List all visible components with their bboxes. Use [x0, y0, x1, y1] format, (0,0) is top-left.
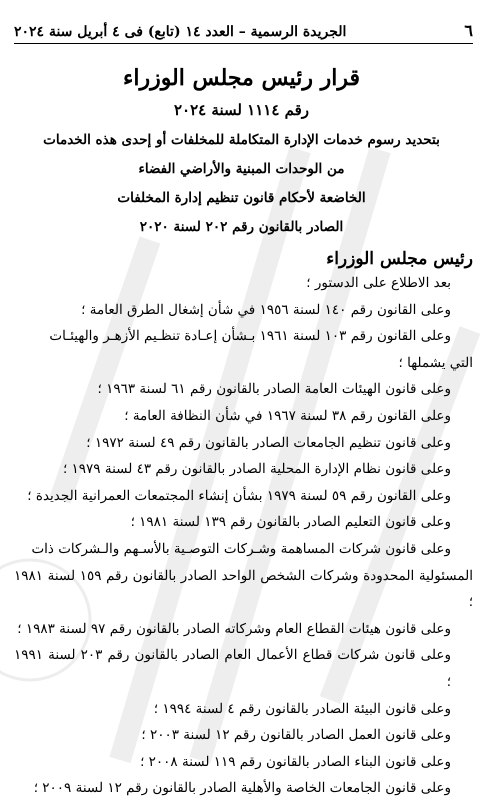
decree-body — [14, 248, 473, 802]
page-number: ٦ — [464, 21, 473, 40]
preamble-paragraph: وعلى القانون رقم ٣٨ لسنة ١٩٦٧ في شأن النظافة العامة ؛ — [124, 407, 451, 424]
preamble-paragraph: وعلى القانون رقم ١٤٠ لسنة ١٩٥٦ في شأن إشغال الطرق العامة ؛ — [81, 301, 451, 318]
decree-subject-line: من الوحدات المبنية والأراضي الفضاء — [138, 161, 345, 177]
decree-subject-line: بتحديد رسوم خدمات الإدارة المتكاملة للمخلفات أو إحدى هذه الخدمات — [43, 132, 440, 148]
preamble-paragraph: وعلى قانون الهيئات العامة الصادر بالقانون رقم ٦١ لسنة ١٩٦٣ ؛ — [97, 381, 451, 398]
gazette-issue-line: الجريدة الرسمية – العدد ١٤ (تابع) فى ٤ أبريل سنة ٢٠٢٤ — [14, 24, 347, 40]
gazette-header — [14, 18, 473, 44]
preamble-paragraph: وعلى قانون هيئات القطاع العام وشركاته الصادر بالقانون رقم ٩٧ لسنة ١٩٨٣ ؛ — [17, 620, 451, 637]
preamble-paragraph: بعد الاطلاع على الدستور ؛ — [306, 275, 451, 291]
preamble-paragraph: وعلى قانون نظام الإدارة المحلية الصادر بالقانون رقم ٤٣ لسنة ١٩٧٩ ؛ — [62, 461, 451, 478]
preamble-paragraph: وعلى قانون شركات المساهمة وشـركات التوصـية بالأسـهم والـشركات ذات — [31, 540, 451, 557]
decree-title-block — [14, 62, 469, 242]
decree-title: قرار رئيس مجلس الوزراء — [122, 65, 360, 91]
preamble-paragraph: وعلى قانون التعليم الصادر بالقانون رقم ١٣٩ لسنة ١٩٨١ ؛ — [130, 514, 451, 531]
preamble-paragraph: وعلى قانون البيئة الصادر بالقانون رقم ٤ لسنة ١٩٩٤ ؛ — [153, 700, 451, 717]
preamble-paragraph: وعلى قانون البناء الصادر بالقانون رقم ١١٩ لسنة ٢٠٠٨ ؛ — [140, 753, 451, 770]
preamble-paragraph: وعلى قانون شركات قطاع الأعمال العام الصادر بالقانون رقم ٢٠٣ لسنة ١٩٩١ ؛ — [14, 647, 451, 690]
decree-subject-line: الخاضعة لأحكام قانون تنظيم إدارة المخلفات — [117, 190, 366, 206]
decree-subject-line: الصادر بالقانون رقم ٢٠٢ لسنة ٢٠٢٠ — [139, 219, 344, 235]
preamble-paragraph: المسئولية المحدودة وشركات الشخص الواحد الصادر بالقانون رقم ١٥٩ لسنة ١٩٨١ ؛ — [14, 567, 473, 611]
preamble-paragraph: وعلى قانون تنظيم الجامعات الصادر بالقانون رقم ٤٩ لسنة ١٩٧٢ ؛ — [86, 434, 451, 451]
decree-number: رقم ١١١٤ لسنة ٢٠٢٤ — [173, 101, 310, 119]
preamble-paragraph: وعلى قانون الجامعات الخاصة والأهلية الصادر بالقانون رقم ١٢ لسنة ٢٠٠٩ ؛ — [33, 780, 451, 797]
preamble-paragraph: وعلى قانون العمل الصادر بالقانون رقم ١٢ لسنة ٢٠٠٣ ؛ — [141, 727, 451, 744]
preamble-paragraph: وعلى القانون رقم ٥٩ لسنة ١٩٧٩ بشأن إنشاء المجتمعات العمرانية الجديدة ؛ — [27, 487, 451, 504]
preamble-paragraph: وعلى القانون رقم ١٠٣ لسنة ١٩٦١ بـشأن إعـادة تنظـيم الأزهـر والهيئـات — [49, 328, 451, 345]
council-heading: رئيس مجلس الوزراء — [326, 249, 473, 269]
preamble-paragraph: التي يشملها ؛ — [398, 354, 473, 371]
